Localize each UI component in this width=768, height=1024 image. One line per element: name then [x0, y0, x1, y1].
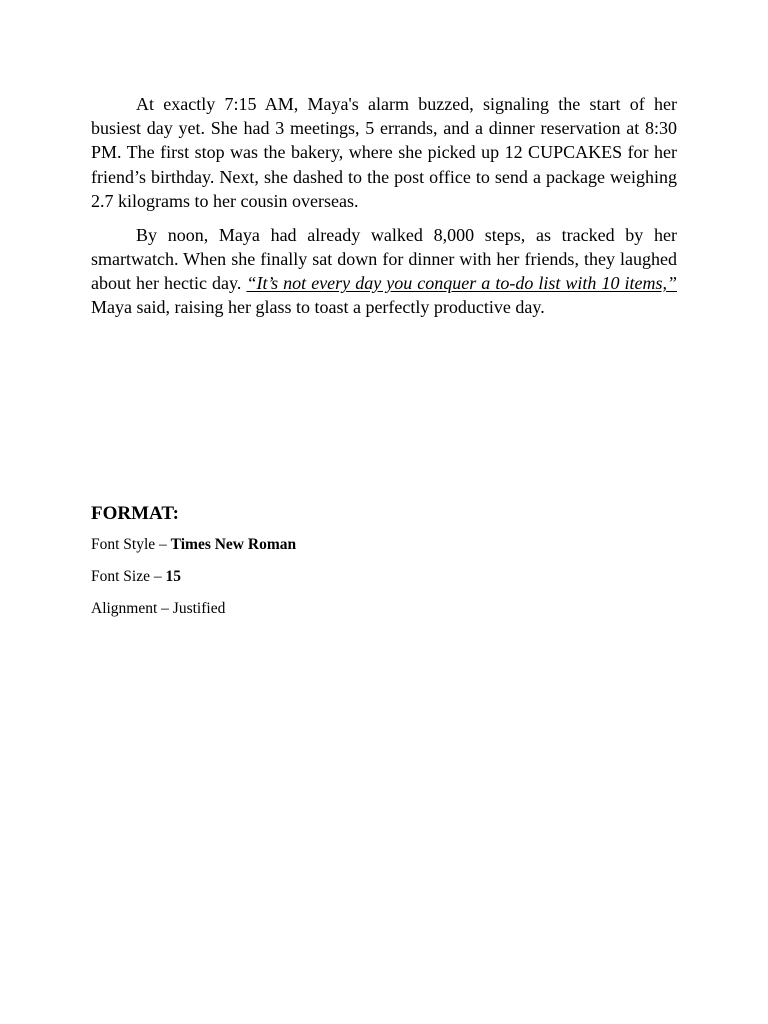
font-style-line	[91, 534, 677, 555]
paragraph-2-ending: Maya said, raising her glass to toast a perfectly productive day.	[91, 297, 545, 318]
font-size-label: Font Size –	[91, 568, 166, 585]
font-size-line	[91, 566, 677, 587]
alignment-line: Alignment – Justified	[91, 600, 226, 617]
format-heading: FORMAT:	[91, 503, 179, 524]
maya-quote: “It’s not every day you conquer a to-do list with 10 items,”	[246, 272, 677, 293]
font-size-value: 15	[165, 568, 181, 585]
paragraph-1: At exactly 7:15 AM, Maya's alarm buzzed, signaling the start of her busiest day yet. She had 3 meetings, 5 errands, and a dinner reservation at 8:30 PM. The first stop was the bakery, where she picked up 12 CUPCAKES for her friend’s birthday. Next, she dashed to the post office to send a package weighing 2.7 kilograms to her cousin overseas.	[91, 94, 677, 211]
paragraph-2	[91, 223, 677, 320]
format-section	[91, 502, 677, 630]
font-style-label: Font Style –	[91, 536, 171, 553]
paragraph-2-intro: By noon, Maya had already walked 8,000 steps, as tracked by her smartwatch. When she finally sat down for dinner with her friends, they laughed about her hectic day.	[91, 224, 677, 293]
font-style-value: Times New Roman	[170, 536, 297, 553]
story-text	[91, 92, 677, 329]
